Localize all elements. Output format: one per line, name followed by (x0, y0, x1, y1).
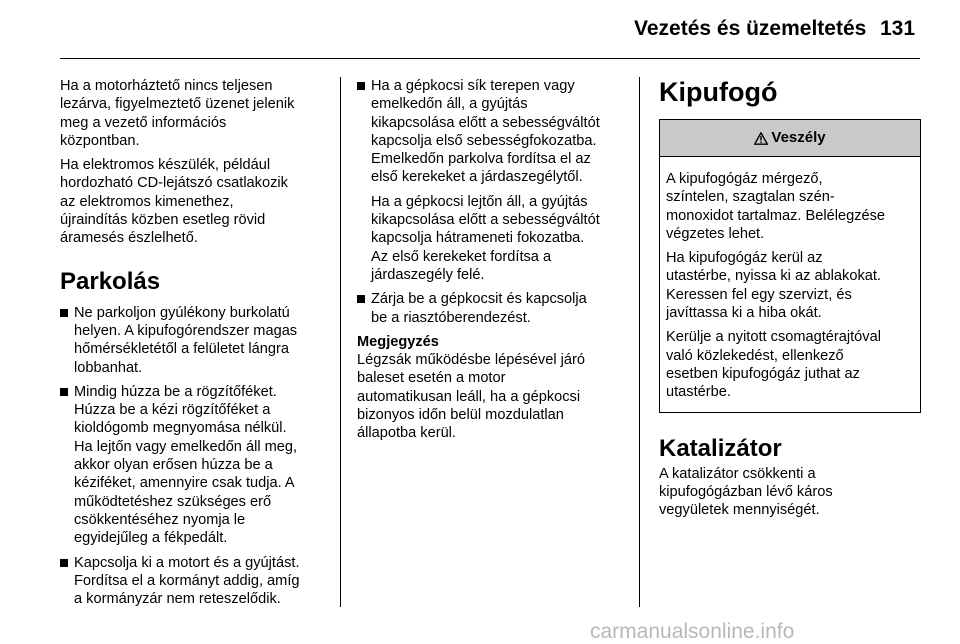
note-paragraph: Légzsák működésbe lépésével járó baleset esetén a motor automatikusan leáll, ha a gépkocsi bizonyos időn belül mozdulatlan állapotba kerül. (357, 352, 585, 442)
parking-heading: Parkolás (60, 267, 161, 295)
watermark: carmanualsonline.info (590, 620, 795, 643)
parking-list (60, 304, 328, 609)
danger-box (659, 119, 921, 413)
list-item: Kapcsolja ki a motort és a gyújtást. Fordítsa el a kormányt addig, amíg a kormányzár nem reteszelődik. (60, 554, 328, 609)
list-item: Ne parkoljon gyúlékony burkolatú helyen. A kipufogórendszer magas hőmérsékletétől a felületet lángra lobbanhat. (60, 304, 328, 377)
bullet-square-icon (357, 295, 365, 303)
danger-title: Veszély (771, 128, 826, 146)
electric-device-paragraph: Ha elektromos készülék, például hordozható CD-lejátszó csatlakozik az elektromos kimenethez, újraindítás közben esetleg rövid áramesés észlelhető. (60, 157, 288, 247)
list-item: Ha a gépkocsi sík terepen vagy emelkedőn áll, a gyújtás kikapcsolása előtt a sebességváltót kapcsolja első sebességfokozatba. Emelkedőn parkolva fordítsa el az első kerekeket a járdaszegélytől. Ha a gépkocsi lejtőn áll, a gyújtás kikapcsolása előtt a sebességváltót kapcsolja hátrameneti fokozatba. Az első kerekeket fordítsa a járdaszegély felé. (357, 77, 625, 284)
danger-box-body (660, 157, 920, 412)
exhaust-heading: Kipufogó (659, 77, 778, 107)
column-2 (357, 77, 625, 449)
catalyst-heading: Katalizátor (659, 434, 782, 462)
column-divider-2 (639, 77, 640, 607)
list-item: Mindig húzza be a rögzítőféket. Húzza be a kézi rögzítőféket a kioldógomb megnyomása nélkül. Ha lejtőn vagy emelkedőn áll meg, akkor olyan erősen húzza be a kéziféket, amennyire csak tudja. A működtetéshez szükséges erő csökkentéséhez nyomja le egyidejűleg a fékpedált. (60, 383, 328, 548)
page-header (0, 0, 960, 58)
bullet-square-icon (60, 388, 68, 396)
column-1 (60, 77, 328, 614)
page-title: Vezetés és üzemeltetés (634, 17, 867, 40)
column-divider-1 (340, 77, 341, 607)
list-item: Zárja be a gépkocsit és kapcsolja be a riasztóberendezést. (357, 290, 625, 327)
header-divider (60, 58, 920, 59)
bullet-square-icon (60, 309, 68, 317)
note-heading: Megjegyzés (357, 333, 439, 350)
parking-list-continued (357, 77, 625, 327)
bullet-square-icon (357, 82, 365, 90)
danger-paragraph: Kerülje a nyitott csomagtérajtóval való közlekedést, ellenkező esetben kipufogógáz juthat az utastérbe. (666, 329, 881, 401)
warning-triangle-icon (754, 132, 768, 145)
bullet-square-icon (60, 559, 68, 567)
page-number: 131 (880, 17, 916, 40)
slope-paragraph: Ha a gépkocsi lejtőn áll, a gyújtás kikapcsolása előtt a sebességváltót kapcsolja hátrameneti fokozatba. Az első kerekeket fordítsa a járdaszegély felé. (371, 193, 600, 283)
hood-warning-paragraph: Ha a motorháztető nincs teljesen lezárva, figyelmeztető üzenet jelenik meg a vezető információs központban. (60, 78, 295, 149)
danger-box-header (660, 120, 920, 157)
danger-paragraph: Ha kipufogógáz kerül az utastérbe, nyissa ki az ablakokat. Keressen fel egy szervizt, és javíttassa ki a hiba okát. (666, 250, 881, 322)
column-3 (659, 77, 921, 525)
catalyst-paragraph: A katalizátor csökkenti a kipufogógázban lévő káros vegyületek mennyiségét. (659, 465, 833, 519)
danger-paragraph: A kipufogógáz mérgező, színtelen, szagtalan szén- monoxidot tartalmaz. Belélegzése végzetes lehet. (666, 171, 886, 242)
